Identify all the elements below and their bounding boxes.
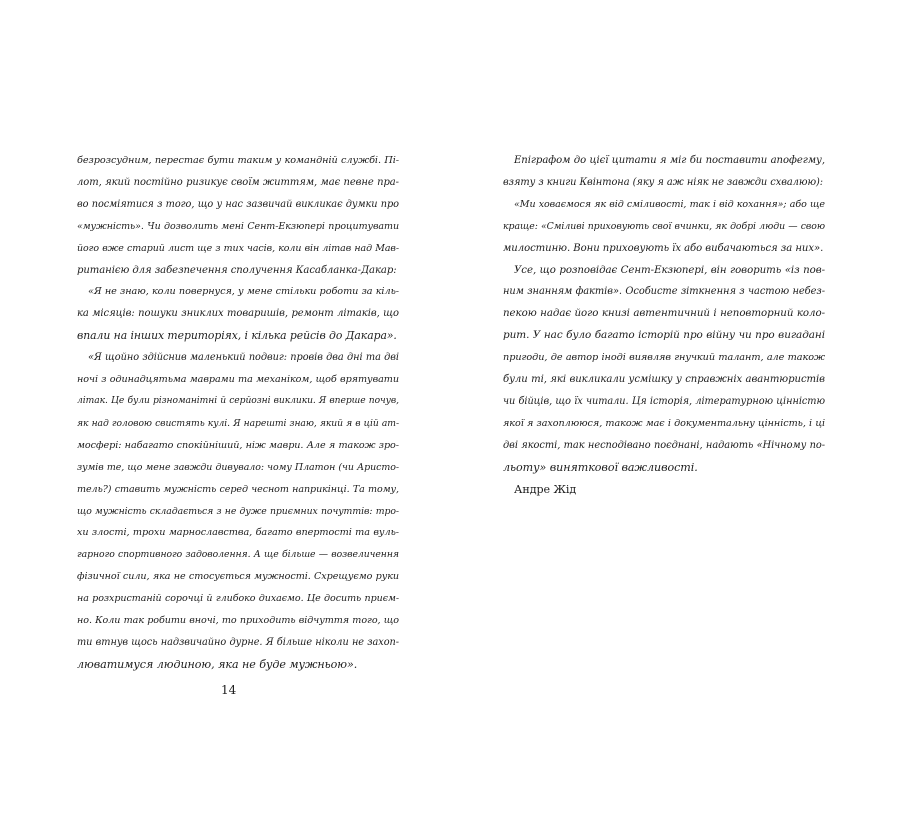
text-line: люватимуся людиною, яка не буде мужньою».	[77, 657, 358, 671]
text-line: дві якості, так несподівано поєднані, надають «Нічному по-	[503, 439, 825, 451]
text-line: краще: «Сміливі приховують свої вчинки, як добрі люди — свою	[503, 220, 825, 232]
text-line: ти втнув щось надзвичайно дурне. Я більше ніколи не захоп-	[77, 636, 399, 648]
text-line: зумів те, що мене завжди дивувало: чому Платон (чи Аристо-	[77, 461, 399, 473]
text-line: чи бійців, що їх читали. Ця історія, літературною цінністю	[503, 395, 825, 407]
text-line: безрозсудним, перестає бути таким у командній службі. Пі-	[77, 155, 399, 166]
right-page	[503, 150, 825, 501]
text-line: на розхристаній сорочці й глибоко дихаємо. Це досить приєм-	[77, 593, 399, 605]
text-line: фізичної сили, яка не стосується мужності. Схрещуємо руки	[77, 571, 399, 583]
text-line: милостиню. Вони приховують їх або вибачаються за них».	[503, 242, 824, 254]
text-line: рит. У нас було багато історій про війну чи про вигадані	[503, 329, 825, 342]
text-line: його вже старий лист ще з тих часів, коли він літав над Мав-	[77, 242, 399, 254]
text-line: пригоди, де автор іноді виявляв гнучкий талант, але також	[503, 352, 825, 364]
text-line: літак. Це були різноманітні й серйозні виклики. Я вперше почув,	[77, 395, 399, 406]
text-line: були ті, які викликали усмішку у справжніх авантюристів	[503, 374, 825, 386]
author-signature: Андре Жід	[514, 482, 577, 496]
text-line: Епіграфом до цієї цитати я міг би поставити апофегму,	[514, 155, 825, 166]
text-line: ка місяців: пошуки зниклих товаришів, ремонт літаків, що	[77, 308, 399, 320]
text-line: Усе, що розповідає Сент-Екзюпері, він говорить «із пов-	[514, 264, 825, 276]
text-line: во посміятися з того, що у нас зазвичай викликає думки про	[77, 198, 399, 210]
text-line: впали на інших територіях, і кілька рейсів до Дакара».	[77, 329, 397, 343]
text-line: но. Коли так робити вночі, то приходить відчуття того, що	[77, 615, 399, 627]
text-line: «Я щойно здійснив маленький подвиг: провів два дні та дві	[88, 352, 399, 364]
text-line: тель?) ставить мужність серед чеснот наприкінці. Та тому,	[77, 483, 399, 495]
page-number-text: 14	[221, 683, 237, 697]
text-line: що мужність складається з не дуже приємних почуттів: тро-	[77, 505, 399, 517]
text-line: мосфері: набагато спокійніший, ніж маври. Але я також зро-	[77, 439, 399, 451]
left-page	[77, 150, 399, 676]
text-line: ночі з одинадцятьма маврами та механіком, щоб врятувати	[77, 374, 399, 386]
text-line: хи злості, трохи марнославства, багато впертості та вуль-	[77, 527, 399, 539]
text-line: взяту з книги Квінтона (яку я аж ніяк не завжди схвалюю):	[503, 176, 824, 188]
text-line: льоту» виняткової важливості.	[503, 460, 698, 474]
text-line: пекою надає його книзі автентичний і неповторний коло-	[503, 307, 825, 320]
text-line: «Я не знаю, коли повернуся, у мене стільки роботи за кіль-	[88, 286, 399, 298]
text-line: «Ми ховаємося як від сміливості, так і від кохання»; або ще	[514, 198, 825, 210]
text-line: якої я захоплююся, також має і документальну цінність, і ці	[503, 417, 825, 429]
text-line: гарного спортивного задоволення. А ще більше — возвеличення	[77, 549, 399, 561]
text-line: «мужність». Чи дозволить мені Сент-Екзюпері процитувати	[77, 220, 399, 232]
text-line: ританією для забезпечення сполучення Касабланка-Дакар:	[77, 264, 397, 276]
text-line: ним знанням фактів». Особисте зіткнення з частою небез-	[503, 286, 825, 298]
text-line: лот, який постійно ризикує своїм життям, має певне пра-	[77, 176, 399, 188]
text-line: як над головою свистять кулі. Я нарешті знаю, який я в цій ат-	[77, 417, 399, 429]
